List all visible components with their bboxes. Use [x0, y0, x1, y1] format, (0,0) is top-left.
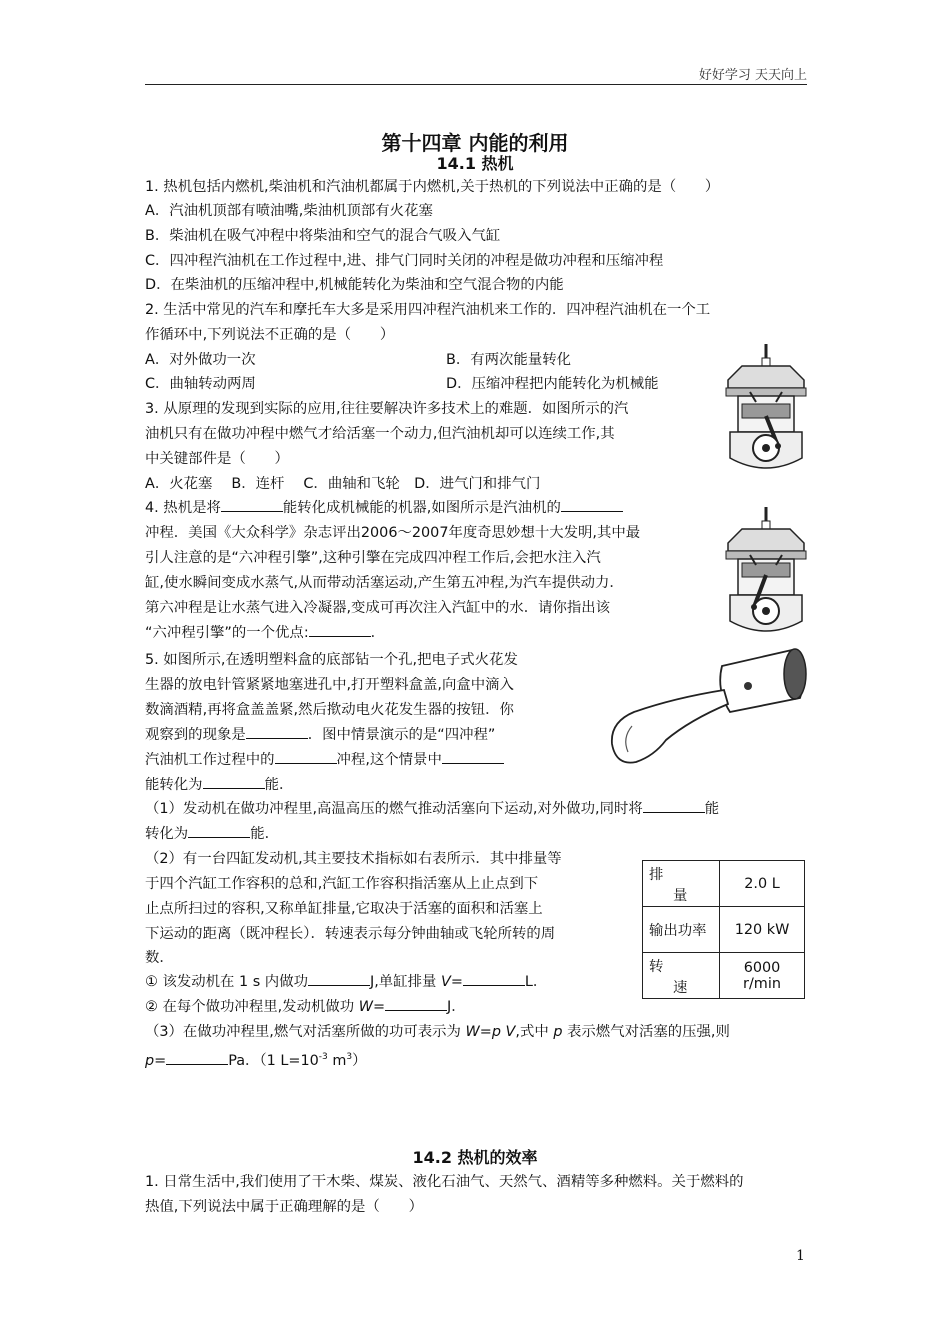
engine-diagram-2	[720, 503, 812, 638]
p1-text: 能．	[250, 826, 279, 842]
section-title: 14.1 热机	[436, 154, 514, 173]
p2-line-4: 下运动的距离（既冲程长）．转速表示每分钟曲轴或飞轮所转的周	[145, 926, 556, 942]
q4-text: 能转化成机械能的机器,如图所示是汽油机的	[282, 500, 561, 516]
p2-text: J．	[447, 999, 466, 1015]
q4-line-6	[145, 621, 385, 645]
q5-line-1: 5. 如图所示,在透明塑料盒的底部钻一个孔,把电子式火花发	[145, 652, 518, 668]
spec-key-line: 转	[649, 958, 664, 975]
spec-key	[643, 953, 720, 999]
table-row	[643, 953, 805, 999]
q1-option-b: B．柴油机在吸气冲程中将柴油和空气的混合气吸入气缸	[145, 228, 501, 244]
exponent: -3	[318, 1052, 328, 1062]
symbol-p: p	[145, 1052, 155, 1069]
p3-text: （3）在做功冲程里,燃气对活塞所做的功可表示为	[145, 1024, 466, 1040]
p2-text: =	[450, 974, 463, 990]
q3-options: A．火花塞 B．连杆 C．曲轴和飞轮 D．进气门和排气门	[145, 476, 541, 492]
q4-line-1	[145, 496, 623, 520]
symbol-v: V	[440, 974, 451, 990]
p2-line-5: 数．	[145, 950, 174, 966]
q2-option-c: C．曲轴转动两周	[145, 376, 256, 392]
q1-option-c: C．四冲程汽油机在工作过程中,进、排气门同时关闭的冲程是做功冲程和压缩冲程	[145, 253, 664, 269]
spec-key-line: 速	[673, 979, 688, 996]
answer-blank[interactable]	[188, 823, 250, 838]
q2-option-a: A．对外做功一次	[145, 352, 256, 368]
p2-text: J,单缸排量	[369, 974, 441, 990]
page-number: 1	[796, 1248, 805, 1264]
section-title: 14.2 热机的效率	[412, 1148, 538, 1167]
q5-text: 冲程,这个情景中	[336, 752, 442, 768]
answer-blank[interactable]	[643, 798, 705, 813]
q5-line-2: 生器的放电针管紧紧地塞进孔中,打开塑料盒盖,向盒中滴入	[145, 677, 514, 693]
spec-key: 输出功率	[643, 907, 720, 953]
spec-value: 2.0 L	[720, 861, 805, 907]
chapter-title: 第十四章 内能的利用	[381, 131, 569, 155]
p3-line-2	[145, 1045, 366, 1073]
q1-option-d: D．在柴油机的压缩冲程中,机械能转化为柴油和空气混合物的内能	[145, 277, 564, 293]
s2q1-line-1: 1. 日常生活中,我们使用了干木柴、煤炭、液化石油气、天然气、酒精等多种燃料。关于燃料的	[145, 1174, 744, 1190]
p1-text: （1）发动机在做功冲程里,高温高压的燃气推动活塞向下运动,对外做功,同时将	[145, 801, 643, 817]
p3-line-1	[145, 1020, 730, 1044]
answer-blank[interactable]	[309, 622, 371, 637]
p2-line-3: 止点所扫过的容积,又称单缸排量,它取决于活塞的面积和活塞上	[145, 901, 543, 917]
q3-line-3: 中关键部件是（ ）	[145, 451, 289, 467]
answer-blank[interactable]	[463, 971, 525, 986]
p2-line-1: （2）有一台四缸发动机,其主要技术指标如右表所示．其中排量等	[145, 851, 562, 867]
p2-line-6	[145, 970, 547, 994]
answer-blank[interactable]	[385, 996, 447, 1011]
q5-line-3: 数滴酒精,再将盒盖盖紧,然后揿动电火花发生器的按钮．你	[145, 702, 514, 718]
p1-text: 能	[704, 801, 720, 817]
exponent: 3	[346, 1052, 353, 1062]
answer-blank[interactable]	[308, 971, 370, 986]
spec-value: 6000 r/min	[720, 953, 805, 999]
symbol-p: p	[553, 1024, 563, 1040]
q2-stem-2: 作循环中,下列说法不正确的是（ ）	[145, 327, 395, 343]
p2-text: =	[372, 999, 386, 1015]
q2-option-d: D．压缩冲程把内能转化为机械能	[446, 376, 659, 392]
q5-line-5	[145, 748, 504, 772]
page-header	[145, 64, 807, 85]
p3-text: ,式中	[515, 1024, 554, 1040]
q1-option-a: A．汽油机顶部有喷油嘴,柴油机顶部有火花塞	[145, 203, 433, 219]
q5-text: 观察到的现象是	[145, 727, 246, 743]
q1-stem: 1. 热机包括内燃机,柴油机和汽油机都属于内燃机,关于热机的下列说法中正确的是（ ）	[145, 179, 720, 195]
q5-line-4	[145, 723, 495, 747]
q5-text: 能．	[264, 777, 294, 793]
q2-option-b: B．有两次能量转化	[446, 352, 571, 368]
p3-text: =	[154, 1052, 167, 1069]
p2-text: ① 该发动机在 1 s 内做功	[145, 974, 308, 990]
symbol-pv: p V	[491, 1024, 516, 1040]
q4-line-2: 冲程．美国《大众科学》杂志评出2006～2007年度奇思妙想十大发明,其中最	[145, 525, 641, 541]
q4-text: 4. 热机是将	[145, 500, 221, 516]
q5-text: 汽油机工作过程中的	[145, 752, 275, 768]
q4-line-4: 缸,使水瞬间变成水蒸气,从而带动活塞运动,产生第五冲程,为汽车提供动力．	[145, 575, 624, 591]
spark-generator-figure	[604, 646, 812, 770]
q4-line-5: 第六冲程是让水蒸气进入冷凝器,变成可再次注入汽缸中的水．请你指出该	[145, 600, 611, 616]
p3-text: Pa．（1 L=10	[228, 1052, 319, 1069]
q3-line-2: 油机只有在做功冲程中燃气才给活塞一个动力,但汽油机却可以连续工作,其	[145, 426, 615, 442]
p2-line-2: 于四个汽缸工作容积的总和,汽缸工作容积指活塞从上止点到下	[145, 876, 539, 892]
answer-blank[interactable]	[246, 724, 308, 739]
q5-text: ．图中情景演示的是“四冲程”	[307, 727, 496, 743]
p1-text: 转化为	[145, 826, 189, 842]
q5-text: 能转化为	[145, 777, 203, 793]
spec-key-line: 量	[673, 887, 688, 904]
engine-spec-table	[642, 860, 805, 999]
q4-line-3: 引人注意的是“六冲程引擎”,这种引擎在完成四冲程工作后,会把水注入汽	[145, 550, 601, 566]
p1-line-2	[145, 822, 279, 846]
p3-text: =	[479, 1024, 492, 1040]
symbol-w: W	[465, 1024, 480, 1040]
q4-text: “六冲程引擎”的一个优点:	[145, 625, 309, 641]
q2-stem-1: 2. 生活中常见的汽车和摩托车大多是采用四冲程汽油机来工作的．四冲程汽油机在一个工	[145, 302, 711, 318]
p2-line-7	[145, 995, 466, 1019]
q5-line-6	[145, 773, 293, 797]
answer-blank[interactable]	[166, 1050, 228, 1065]
p1-line-1	[145, 797, 719, 821]
spec-value: 120 kW	[720, 907, 805, 953]
answer-blank[interactable]	[275, 749, 337, 764]
spec-key-line: 排	[649, 866, 664, 883]
p2-text: ② 在每个做功冲程里,发动机做功	[145, 999, 359, 1015]
answer-blank[interactable]	[221, 497, 283, 512]
p2-text: L．	[524, 974, 548, 990]
s2q1-line-2: 热值,下列说法中属于正确理解的是（ ）	[145, 1199, 423, 1215]
spec-key	[643, 861, 720, 907]
q4-text: ．	[370, 625, 386, 641]
symbol-w: W	[358, 999, 373, 1015]
p3-text: 表示燃气对活塞的压强,则	[562, 1024, 730, 1040]
table-row	[643, 861, 805, 907]
p3-text: m	[327, 1052, 347, 1069]
answer-blank[interactable]	[442, 749, 504, 764]
header-motto: 好好学习 天天向上	[698, 68, 807, 83]
q3-line-1: 3. 从原理的发现到实际的应用,往往要解决许多技术上的难题．如图所示的汽	[145, 401, 629, 417]
answer-blank[interactable]	[203, 774, 265, 789]
engine-diagram-1	[720, 340, 812, 475]
p3-text: ）	[352, 1052, 367, 1069]
table-row	[643, 907, 805, 953]
answer-blank[interactable]	[561, 497, 623, 512]
